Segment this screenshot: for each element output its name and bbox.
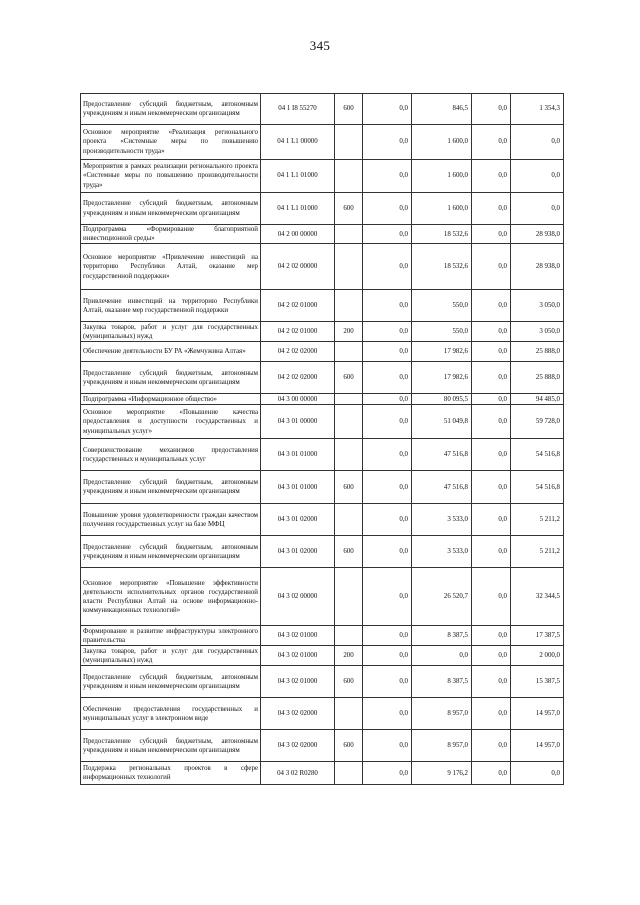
cell-v1: 0,0 xyxy=(363,646,412,666)
cell-v3: 0,0 xyxy=(472,698,511,730)
cell-vr: 200 xyxy=(335,322,363,342)
cell-name: Обеспечение деятельности БУ РА «Жемчужина Алтая» xyxy=(81,342,261,362)
cell-vr xyxy=(335,342,363,362)
cell-v3: 0,0 xyxy=(472,504,511,536)
cell-vr xyxy=(335,160,363,193)
cell-name: Основное мероприятие «Повышение качества предоставления и доступности государственных и муниципальных услуг» xyxy=(81,405,261,439)
cell-v1: 0,0 xyxy=(363,536,412,568)
cell-v1: 0,0 xyxy=(363,342,412,362)
cell-v2: 17 982,6 xyxy=(412,342,472,362)
table-row xyxy=(81,762,564,785)
cell-v4: 59 728,0 xyxy=(511,405,564,439)
cell-name: Обеспечение предоставления государственных и муниципальных услуг в электронном виде xyxy=(81,698,261,730)
cell-name: Закупка товаров, работ и услуг для государственных (муниципальных) нужд xyxy=(81,646,261,666)
table-row xyxy=(81,394,564,405)
table-row xyxy=(81,646,564,666)
table-row xyxy=(81,405,564,439)
cell-vr xyxy=(335,626,363,646)
cell-v1: 0,0 xyxy=(363,471,412,504)
cell-v4: 54 516,8 xyxy=(511,471,564,504)
cell-code: 04 2 02 02000 xyxy=(261,342,335,362)
cell-v1: 0,0 xyxy=(363,568,412,626)
cell-v1: 0,0 xyxy=(363,439,412,471)
cell-v3: 0,0 xyxy=(472,362,511,394)
cell-name: Привлечение инвестиций на территорию Республики Алтай, оказание мер государственной поддержки xyxy=(81,290,261,322)
cell-v1: 0,0 xyxy=(363,160,412,193)
cell-v2: 9 176,2 xyxy=(412,762,472,785)
cell-v4: 5 211,2 xyxy=(511,536,564,568)
cell-v2: 26 520,7 xyxy=(412,568,472,626)
cell-code: 04 3 01 02000 xyxy=(261,504,335,536)
cell-v4: 28 938,0 xyxy=(511,244,564,290)
cell-vr xyxy=(335,504,363,536)
cell-name: Повышение уровня удовлетворенности граждан качеством получения государственных услуг на базе МФЦ xyxy=(81,504,261,536)
table-body xyxy=(81,94,564,785)
cell-v4: 0,0 xyxy=(511,125,564,160)
cell-v3: 0,0 xyxy=(472,160,511,193)
cell-vr xyxy=(335,394,363,405)
cell-v2: 3 533,0 xyxy=(412,504,472,536)
cell-v3: 0,0 xyxy=(472,439,511,471)
cell-code: 04 3 00 00000 xyxy=(261,394,335,405)
cell-v4: 94 485,0 xyxy=(511,394,564,405)
table-row xyxy=(81,439,564,471)
cell-v3: 0,0 xyxy=(472,730,511,762)
table-row xyxy=(81,626,564,646)
cell-v2: 47 516,8 xyxy=(412,471,472,504)
cell-name: Формирование и развитие инфраструктуры электронного правительства xyxy=(81,626,261,646)
cell-v2: 80 095,5 xyxy=(412,394,472,405)
cell-v1: 0,0 xyxy=(363,504,412,536)
cell-vr xyxy=(335,125,363,160)
table-row xyxy=(81,666,564,698)
cell-code: 04 3 02 01000 xyxy=(261,646,335,666)
cell-name: Предоставление субсидий бюджетным, автономным учреждениям и иным некоммерческим организациям xyxy=(81,471,261,504)
cell-v4: 25 888,0 xyxy=(511,342,564,362)
cell-v4: 2 000,0 xyxy=(511,646,564,666)
cell-v2: 8 957,0 xyxy=(412,698,472,730)
cell-v2: 18 532,6 xyxy=(412,244,472,290)
cell-code: 04 2 02 00000 xyxy=(261,244,335,290)
cell-v2: 1 600,0 xyxy=(412,160,472,193)
cell-code: 04 3 01 00000 xyxy=(261,405,335,439)
cell-code: 04 3 02 R0280 xyxy=(261,762,335,785)
cell-vr xyxy=(335,698,363,730)
cell-v1: 0,0 xyxy=(363,225,412,244)
cell-vr: 600 xyxy=(335,536,363,568)
cell-v4: 14 957,0 xyxy=(511,730,564,762)
cell-v1: 0,0 xyxy=(363,290,412,322)
cell-v2: 8 957,0 xyxy=(412,730,472,762)
cell-name: Основное мероприятие «Реализация регионального проекта «Системные меры по повышению производительности труда» xyxy=(81,125,261,160)
cell-v1: 0,0 xyxy=(363,193,412,225)
cell-v2: 51 049,8 xyxy=(412,405,472,439)
cell-v3: 0,0 xyxy=(472,666,511,698)
cell-vr xyxy=(335,439,363,471)
cell-vr: 600 xyxy=(335,471,363,504)
budget-table xyxy=(80,93,564,785)
cell-v2: 18 532,6 xyxy=(412,225,472,244)
cell-v4: 3 050,0 xyxy=(511,322,564,342)
cell-code: 04 1 L1 01000 xyxy=(261,193,335,225)
cell-v3: 0,0 xyxy=(472,568,511,626)
cell-code: 04 2 00 00000 xyxy=(261,225,335,244)
cell-v2: 846,5 xyxy=(412,94,472,125)
table-row xyxy=(81,94,564,125)
cell-code: 04 1 L1 01000 xyxy=(261,160,335,193)
table-row xyxy=(81,362,564,394)
cell-v1: 0,0 xyxy=(363,394,412,405)
cell-v4: 1 354,3 xyxy=(511,94,564,125)
cell-vr xyxy=(335,290,363,322)
table-row xyxy=(81,322,564,342)
cell-v3: 0,0 xyxy=(472,290,511,322)
cell-v3: 0,0 xyxy=(472,536,511,568)
table-row xyxy=(81,568,564,626)
cell-vr: 600 xyxy=(335,94,363,125)
cell-v2: 47 516,8 xyxy=(412,439,472,471)
cell-v4: 0,0 xyxy=(511,160,564,193)
cell-code: 04 3 02 02000 xyxy=(261,698,335,730)
table-row xyxy=(81,193,564,225)
cell-code: 04 2 02 01000 xyxy=(261,290,335,322)
cell-name: Мероприятия в рамках реализации регионального проекта «Системные меры по повышению производительности труда» xyxy=(81,160,261,193)
cell-v4: 5 211,2 xyxy=(511,504,564,536)
cell-v4: 28 938,0 xyxy=(511,225,564,244)
cell-vr: 600 xyxy=(335,193,363,225)
cell-v3: 0,0 xyxy=(472,762,511,785)
cell-vr xyxy=(335,244,363,290)
cell-vr xyxy=(335,762,363,785)
cell-v4: 14 957,0 xyxy=(511,698,564,730)
cell-v3: 0,0 xyxy=(472,342,511,362)
cell-v4: 15 387,5 xyxy=(511,666,564,698)
cell-name: Совершенствование механизмов предоставления государственных и муниципальных услуг xyxy=(81,439,261,471)
table-row xyxy=(81,244,564,290)
cell-code: 04 3 02 00000 xyxy=(261,568,335,626)
cell-vr xyxy=(335,568,363,626)
cell-v3: 0,0 xyxy=(472,193,511,225)
cell-v2: 8 387,5 xyxy=(412,666,472,698)
cell-name: Поддержка региональных проектов в сфере информационных технологий xyxy=(81,762,261,785)
table-row xyxy=(81,290,564,322)
cell-v2: 8 387,5 xyxy=(412,626,472,646)
cell-v4: 0,0 xyxy=(511,762,564,785)
cell-vr xyxy=(335,405,363,439)
cell-code: 04 3 02 01000 xyxy=(261,626,335,646)
table-row xyxy=(81,125,564,160)
cell-v1: 0,0 xyxy=(363,626,412,646)
cell-v1: 0,0 xyxy=(363,362,412,394)
cell-name: Закупка товаров, работ и услуг для государственных (муниципальных) нужд xyxy=(81,322,261,342)
cell-v3: 0,0 xyxy=(472,394,511,405)
cell-code: 04 3 01 01000 xyxy=(261,471,335,504)
cell-v4: 32 344,5 xyxy=(511,568,564,626)
cell-code: 04 1 L1 00000 xyxy=(261,125,335,160)
cell-vr: 200 xyxy=(335,646,363,666)
cell-code: 04 3 01 01000 xyxy=(261,439,335,471)
cell-code: 04 3 01 02000 xyxy=(261,536,335,568)
cell-v1: 0,0 xyxy=(363,322,412,342)
cell-name: Предоставление субсидий бюджетным, автономным учреждениям и иным некоммерческим организациям xyxy=(81,94,261,125)
cell-name: Основное мероприятие «Привлечение инвестиций на территорию Республики Алтай, оказание мер государственной поддержки» xyxy=(81,244,261,290)
table-row xyxy=(81,730,564,762)
cell-name: Предоставление субсидий бюджетным, автономным учреждениям и иным некоммерческим организациям xyxy=(81,730,261,762)
cell-code: 04 2 02 02000 xyxy=(261,362,335,394)
cell-v4: 25 888,0 xyxy=(511,362,564,394)
table-row xyxy=(81,698,564,730)
cell-v1: 0,0 xyxy=(363,698,412,730)
cell-vr: 600 xyxy=(335,730,363,762)
cell-v1: 0,0 xyxy=(363,405,412,439)
cell-code: 04 3 02 02000 xyxy=(261,730,335,762)
cell-vr: 600 xyxy=(335,666,363,698)
cell-v3: 0,0 xyxy=(472,94,511,125)
cell-v1: 0,0 xyxy=(363,244,412,290)
cell-v4: 0,0 xyxy=(511,193,564,225)
table-row xyxy=(81,342,564,362)
table-row xyxy=(81,504,564,536)
cell-v1: 0,0 xyxy=(363,762,412,785)
cell-v2: 0,0 xyxy=(412,646,472,666)
cell-v2: 550,0 xyxy=(412,290,472,322)
table-row xyxy=(81,536,564,568)
cell-name: Основное мероприятие «Повышение эффективности деятельности исполнительных органов государственной власти Республики Алтай на основе информационно-коммуникационных технологий» xyxy=(81,568,261,626)
cell-v3: 0,0 xyxy=(472,244,511,290)
cell-v1: 0,0 xyxy=(363,730,412,762)
cell-v4: 17 387,5 xyxy=(511,626,564,646)
cell-v4: 3 050,0 xyxy=(511,290,564,322)
cell-name: Предоставление субсидий бюджетным, автономным учреждениям и иным некоммерческим организациям xyxy=(81,666,261,698)
cell-code: 04 2 02 01000 xyxy=(261,322,335,342)
cell-v3: 0,0 xyxy=(472,626,511,646)
table-row xyxy=(81,225,564,244)
cell-code: 04 1 I8 55270 xyxy=(261,94,335,125)
cell-v4: 54 516,8 xyxy=(511,439,564,471)
cell-vr xyxy=(335,225,363,244)
table-row xyxy=(81,471,564,504)
cell-v3: 0,0 xyxy=(472,646,511,666)
table-row xyxy=(81,160,564,193)
cell-v3: 0,0 xyxy=(472,405,511,439)
cell-v1: 0,0 xyxy=(363,666,412,698)
cell-v2: 17 982,6 xyxy=(412,362,472,394)
cell-v2: 1 600,0 xyxy=(412,125,472,160)
cell-name: Подпрограмма «Формирование благоприятной инвестиционной среды» xyxy=(81,225,261,244)
cell-name: Предоставление субсидий бюджетным, автономным учреждениям и иным некоммерческим организациям xyxy=(81,362,261,394)
cell-v3: 0,0 xyxy=(472,125,511,160)
cell-v3: 0,0 xyxy=(472,322,511,342)
cell-v3: 0,0 xyxy=(472,471,511,504)
cell-vr: 600 xyxy=(335,362,363,394)
cell-v2: 550,0 xyxy=(412,322,472,342)
cell-v2: 1 600,0 xyxy=(412,193,472,225)
cell-code: 04 3 02 01000 xyxy=(261,666,335,698)
cell-v1: 0,0 xyxy=(363,125,412,160)
page-number: 345 xyxy=(309,38,331,53)
cell-v3: 0,0 xyxy=(472,225,511,244)
cell-v2: 3 533,0 xyxy=(412,536,472,568)
cell-name: Подпрограмма «Информационное общество» xyxy=(81,394,261,405)
cell-name: Предоставление субсидий бюджетным, автономным учреждениям и иным некоммерческим организациям xyxy=(81,193,261,225)
cell-v1: 0,0 xyxy=(363,94,412,125)
cell-name: Предоставление субсидий бюджетным, автономным учреждениям и иным некоммерческим организациям xyxy=(81,536,261,568)
